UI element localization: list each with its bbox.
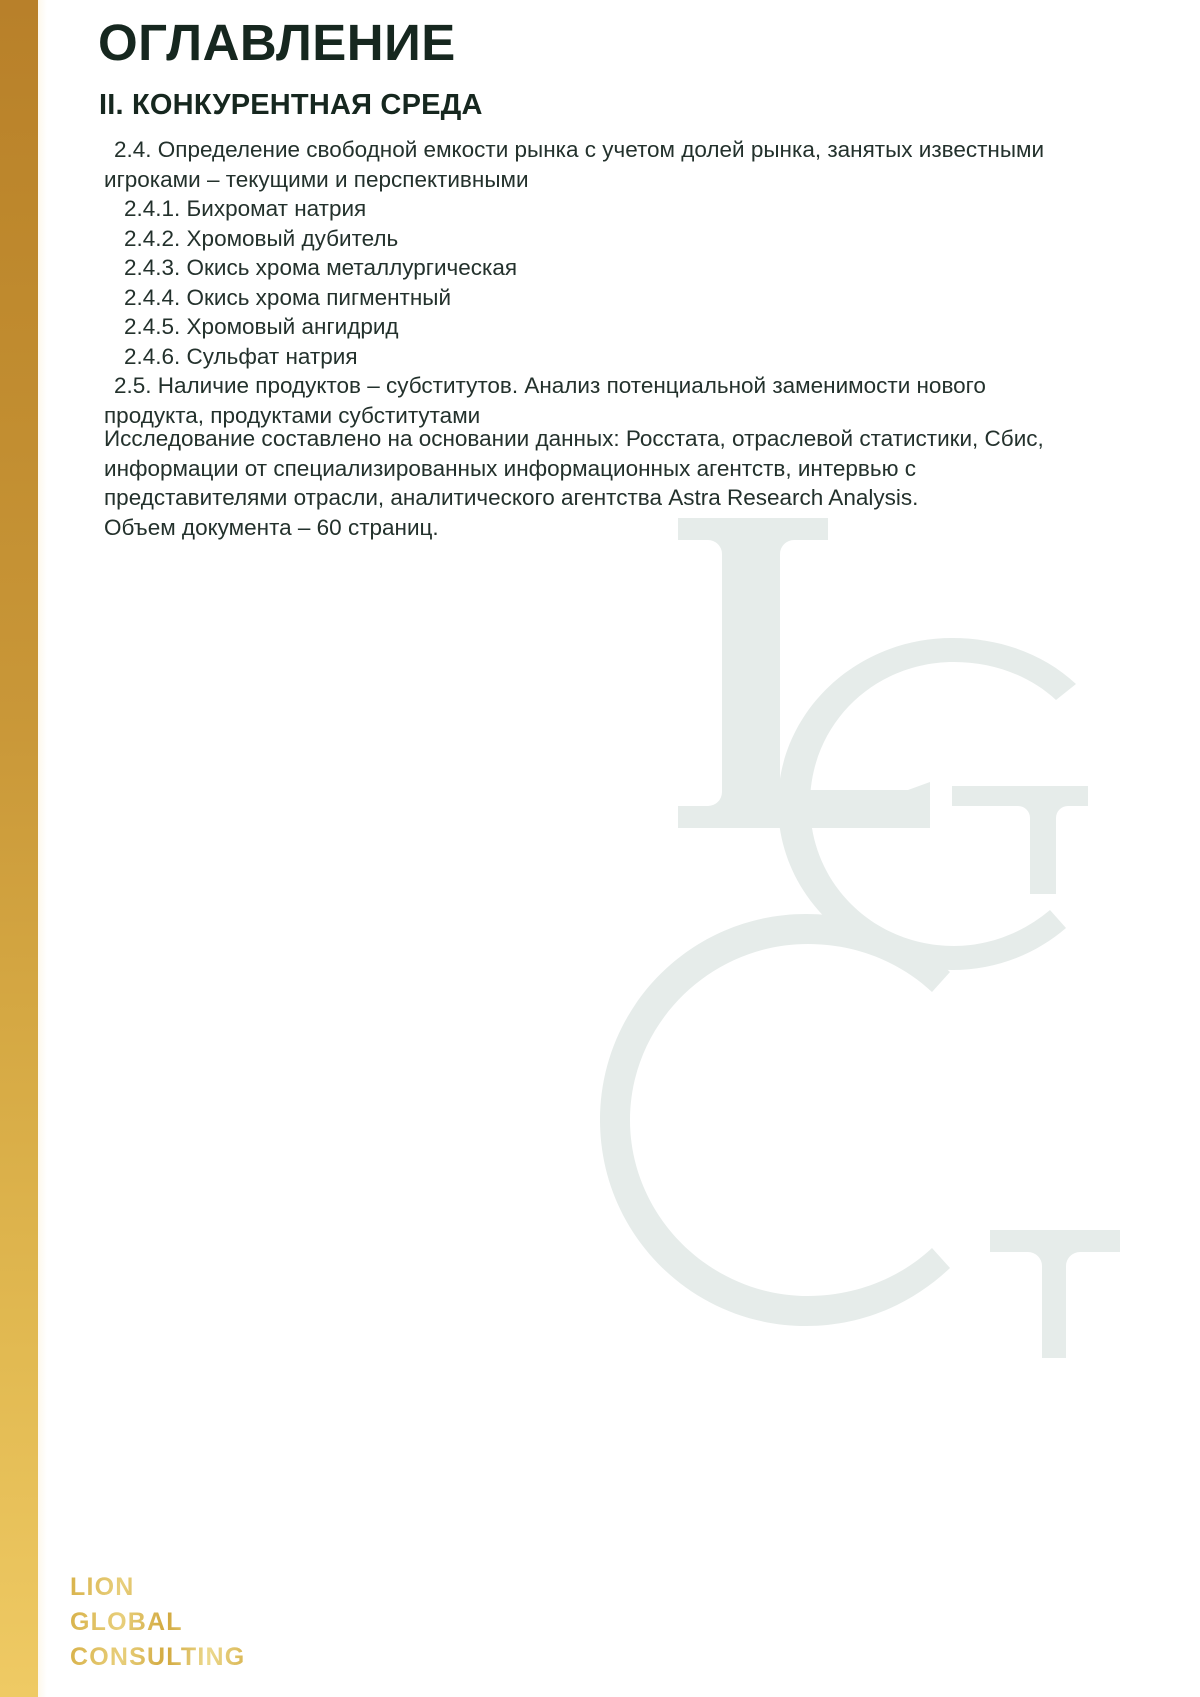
section-heading: II. КОНКУРЕНТНАЯ СРЕДА bbox=[99, 89, 483, 121]
toc-entry-2-4-3: 2.4.3. Окись хрома металлургическая bbox=[124, 255, 518, 280]
left-gold-accent-bar bbox=[0, 0, 38, 1697]
footer-logo bbox=[70, 1570, 245, 1675]
toc-entry-2-4-6: 2.4.6. Сульфат натрия bbox=[124, 343, 358, 369]
footer-logo-line-global: GLOBAL bbox=[70, 1605, 245, 1640]
toc-entry-2-4-5: 2.4.5. Хромовый ангидрид bbox=[124, 314, 399, 339]
footer-logo-line-consulting: CONSULTING bbox=[70, 1640, 245, 1675]
research-note bbox=[104, 424, 1064, 542]
document-volume-text: Объем документа – 60 страниц. bbox=[104, 514, 439, 540]
lgc-watermark-logo bbox=[560, 470, 1180, 1390]
page-title: ОГЛАВЛЕНИЕ bbox=[98, 14, 456, 71]
table-of-contents bbox=[104, 135, 1064, 430]
toc-entry-2-5: 2.5. Наличие продуктов – субститутов. Анализ потенциальной заменимости нового продукта, продуктами субститутами bbox=[104, 373, 986, 428]
footer-logo-line-lion: LION bbox=[70, 1570, 245, 1605]
toc-entry-2-4-2: 2.4.2. Хромовый дубитель bbox=[124, 225, 399, 251]
left-gold-bar-edge bbox=[38, 0, 47, 1697]
toc-entry-2-4-4: 2.4.4. Окись хрома пигментный bbox=[124, 284, 452, 310]
research-sources-text: Исследование составлено на основании данных: Росстата, отраслевой статистики, Сбис, информации от специализированных информационных агентств, интервью с представителями отрасли, аналитического агентства Astra Research Analysis. bbox=[104, 426, 1044, 510]
toc-entry-2-4: 2.4. Определение свободной емкости рынка с учетом долей рынка, занятых известными игроками – текущими и перспективными bbox=[104, 137, 1045, 192]
toc-entry-2-4-1: 2.4.1. Бихромат натрия bbox=[124, 196, 367, 221]
